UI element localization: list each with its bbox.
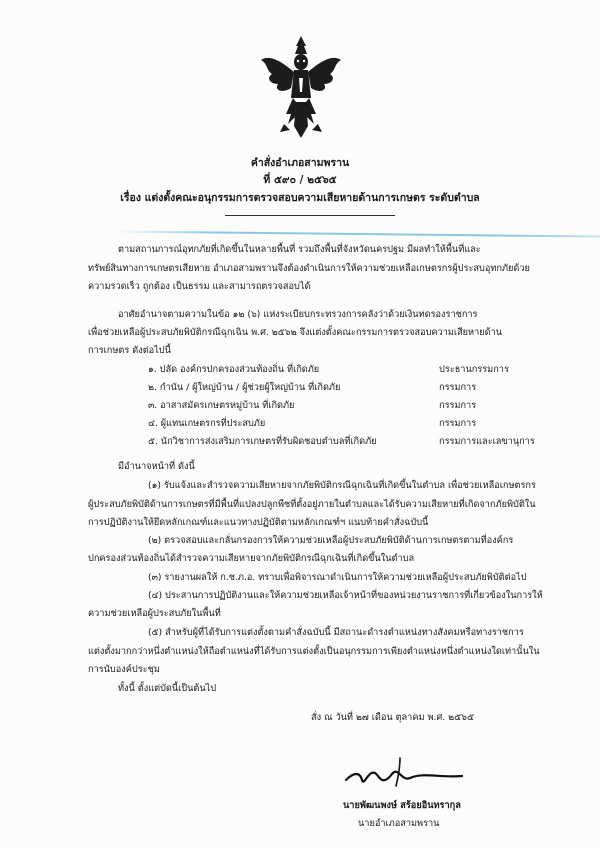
member-1-name: ๑. ปลัด องค์กรปกครองส่วนท้องถิ่น ที่เกิดภัย	[148, 364, 320, 375]
member-5-name: ๕. นักวิชาการส่งเสริมการเกษตรที่รับผิดชอบตำบลที่เกิดภัย	[148, 436, 377, 447]
effective-statement: ทั้งนี้ ตั้งแต่บัดนี้เป็นต้นไป	[118, 683, 217, 694]
subject-text: แต่งตั้งคณะอนุกรรมการตรวจสอบความเสียหายด้านการเกษตร ระดับตำบล	[144, 192, 480, 204]
member-3-role: กรรมการ	[439, 400, 477, 411]
duty-line-6: (๓) รายงานผลให้ ก.ช.ภ.อ. ทราบเพื่อพิจารณาดำเนินการให้ความช่วยเหลือผู้ประสบภัยพิบัติต่อไป	[148, 572, 527, 583]
authority-line-1: อาศัยอำนาจตามความในข้อ ๑๒ (๖) แห่งระเบียบกระทรวงการคลังว่าด้วยเงินทดรองราชการ	[118, 309, 478, 320]
member-1-role: ประธานกรรมการ	[439, 364, 509, 375]
scan-artifact-line	[115, 230, 600, 237]
header-divider	[225, 215, 395, 216]
authority-line-3: การเกษตร ดังต่อไปนี้	[88, 345, 171, 356]
order-number: ที่ ๕๙๐ / ๒๕๖๕	[263, 174, 337, 186]
duty-line-3: การปฏิบัติงานให้ยึดหลักเกณฑ์และแนวทางปฏิบัติตามหลักเกณฑ์ฯ แนบท้ายคำสั่งฉบับนี้	[88, 517, 429, 528]
authority-line-2: เพื่อช่วยเหลือผู้ประสบภัยพิบัติกรณีฉุกเฉิน พ.ศ. ๒๕๖๒ จึงแต่งตั้งคณะกรรมการตรวจสอบความเสียหายด้าน	[88, 327, 503, 338]
member-4-name: ๔. ผู้แทนเกษตรกรที่ประสบภัย	[148, 418, 266, 429]
duty-line-5: ปกครองส่วนท้องถิ่นได้สำรวจความเสียหายจากภัยพิบัติกรณีฉุกเฉินที่เกิดขึ้นในตำบล	[88, 553, 415, 564]
signer-name: นายพัฒนพงษ์ สร้อยอินทรากุล	[343, 800, 461, 811]
member-2-name: ๒. กำนัน / ผู้ใหญ่บ้าน / ผู้ช่วยผู้ใหญ่บ้าน ที่เกิดภัย	[148, 382, 341, 393]
subject-label: เรื่อง	[120, 192, 141, 204]
member-4-role: กรรมการ	[439, 418, 477, 429]
order-subject	[0, 189, 600, 206]
duty-line-9: (๕) สำหรับผู้ที่ได้รับการแต่งตั้งตามคำสั่งฉบับนี้ มีสถานะดำรงตำแหน่งทางสังคมหรือทางราชการ	[148, 627, 524, 638]
duty-line-4: (๒) ตรวจสอบและกลั่นกรองการให้ความช่วยเหลือผู้ประสบภัยพิบัติด้านการเกษตรตามที่องค์กร	[148, 535, 514, 546]
duty-line-11: การนับองค์ประชุม	[88, 664, 160, 675]
duty-line-1: (๑) รับแจ้งและสำรวจความเสียหายจากภัยพิบัติกรณีฉุกเฉินที่เกิดขึ้นในตำบล เพื่อช่วยเหลือเกษตรกร	[148, 480, 536, 491]
signature-image	[340, 752, 470, 792]
order-title: คำสั่งอำเภอสามพราน	[250, 157, 350, 169]
intro-line-3: ความรวดเร็ว ถูกต้อง เป็นธรรม และสามารถตรวจสอบได้	[88, 281, 311, 292]
signer-position: นายอำเภอสามพราน	[358, 818, 440, 829]
intro-line-1: ตามสถานการณ์อุทกภัยที่เกิดขึ้นในหลายพื้นที่ รวมถึงพื้นที่จังหวัดนครปฐม มีผลทำให้พื้นที่และ	[118, 244, 481, 255]
member-5-role: กรรมการและเลขานุการ	[439, 436, 535, 447]
member-2-role: กรรมการ	[439, 382, 477, 393]
signed-date: สั่ง ณ วันที่ ๒๗ เดือน ตุลาคม พ.ศ. ๒๕๖๕	[311, 712, 474, 723]
intro-line-2: ทรัพย์สินทางการเกษตรเสียหาย อำเภอสามพรานจึงต้องดำเนินการให้ความช่วยเหลือเกษตรกรผู้ประสบอุทกภัยด้วย	[88, 263, 530, 274]
member-3-name: ๓. อาสาสมัครเกษตรหมู่บ้าน ที่เกิดภัย	[148, 400, 295, 411]
duty-line-8: ความช่วยเหลือผู้ประสบภัยในพื้นที่	[88, 608, 221, 619]
duty-line-10: แต่งตั้งมากกว่าหนึ่งตำแหน่งให้ถือตำแหน่งที่ได้รับการแต่งตั้งเป็นอนุกรรมการเพียงตำแหน่งหนึ่งตำแหน่งใดเท่านั้นใน	[88, 646, 540, 657]
garuda-emblem-icon	[258, 32, 344, 144]
duty-line-7: (๔) ประสานการปฏิบัติงานและให้ความช่วยเหลือเจ้าหน้าที่ของหน่วยงานราชการที่เกี่ยวข้องในการให้	[148, 590, 543, 601]
duty-line-2: ผู้ประสบภัยพิบัติด้านการเกษตรที่มีพื้นที่แปลงปลูกพืชที่ตั้งอยู่ภายในตำบลและได้รับความเสียหายที่เกิดจากภัยพิบัติใน	[88, 499, 536, 510]
duties-heading: มีอำนาจหน้าที่ ดังนี้	[118, 461, 195, 472]
